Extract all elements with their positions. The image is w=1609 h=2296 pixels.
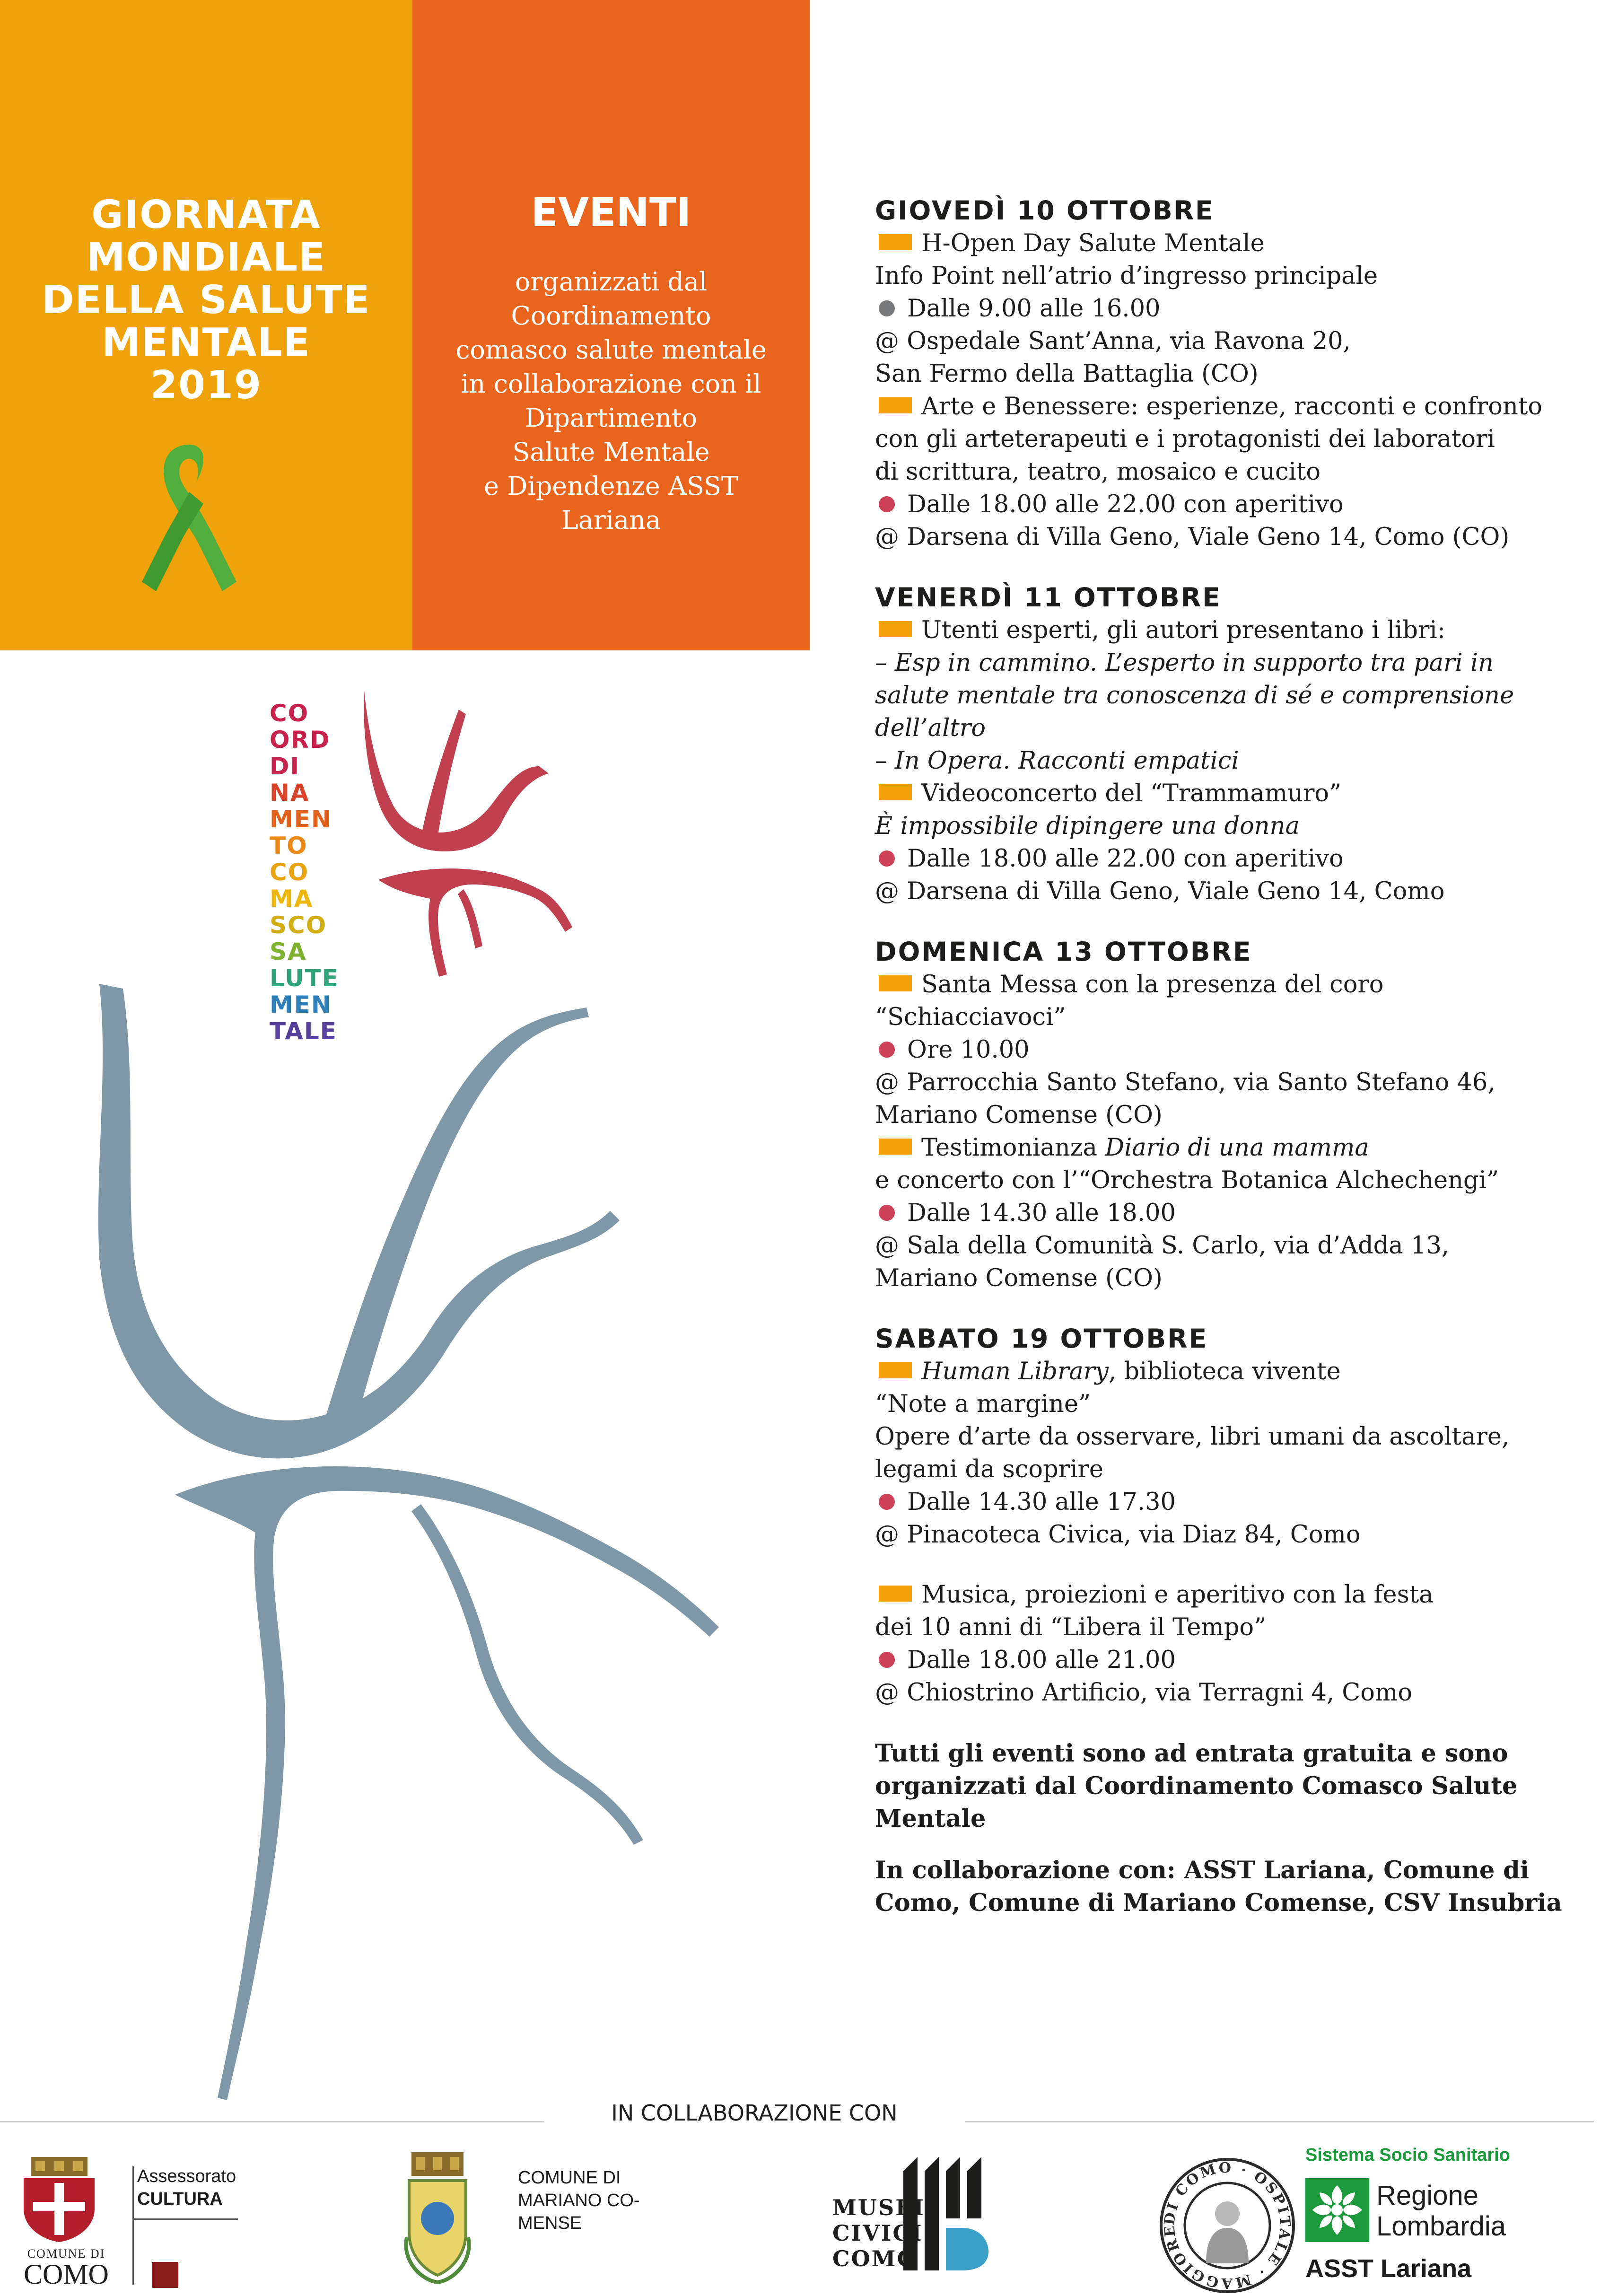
event-text: San Fermo della Battaglia (CO)	[875, 360, 1259, 388]
event-line	[875, 1131, 1575, 1164]
event-text: Ore 10.00	[907, 1036, 1030, 1064]
event-line	[875, 1486, 1575, 1518]
assessorato-text: Assessorato	[137, 2166, 236, 2186]
event-bullet-icon	[879, 234, 912, 250]
event-text: di scrittura, teatro, mosaico e cucito	[875, 458, 1321, 486]
cultura-text: CULTURA	[137, 2189, 223, 2209]
event-text: Mariano Comense (CO)	[875, 1101, 1163, 1129]
event-text: Arte e Benessere: esperienze, racconti e confronto	[921, 393, 1543, 421]
time-bullet-icon	[879, 1494, 895, 1510]
regione-text: Regione	[1376, 2180, 1479, 2211]
day-title: VENERDÌ 11 OTTOBRE	[875, 582, 1222, 613]
event-text: Videoconcerto del “Trammamuro”	[921, 780, 1342, 807]
event-line	[875, 1453, 1575, 1486]
event-text: dell’altro	[875, 714, 986, 742]
spacer	[875, 1551, 1575, 1578]
como-crest-icon	[19, 2157, 99, 2242]
event-prefix: Testimonianza	[921, 1134, 1105, 1162]
event-text: @ Chiostrino Artificio, via Terragni 4, Como	[875, 1679, 1413, 1707]
closing-paragraph	[875, 1737, 1575, 1835]
event-line	[875, 1001, 1575, 1034]
closing-line: In collaborazione con: ASST Lariana, Comune di	[875, 1856, 1530, 1884]
subtitle-line: Coordinamento	[511, 301, 711, 331]
como-red-square	[152, 2262, 178, 2288]
coord-logo-line: MA	[270, 885, 314, 912]
day-section	[875, 581, 1575, 908]
time-bullet-icon	[879, 1652, 895, 1668]
ospitale-ring-text: DI COMO · OSPITALE · MAGGIORE	[1161, 2159, 1294, 2292]
footer-divider	[965, 2121, 1594, 2122]
coord-logo-line: MEN	[270, 991, 332, 1018]
closing-line: Como, Comune di Mariano Comense, CSV Insubria	[875, 1889, 1562, 1917]
event-text: e concerto con l’“Orchestra Botanica Alchechengi”	[875, 1166, 1499, 1194]
event-line	[875, 1676, 1575, 1709]
event-bullet-icon	[879, 1362, 912, 1378]
event-text: Mariano Comense (CO)	[875, 1264, 1163, 1292]
event-line	[875, 1164, 1575, 1197]
event-line	[875, 521, 1575, 553]
day-section	[875, 194, 1575, 553]
day-title: GIOVEDÌ 10 OTTOBRE	[875, 195, 1215, 226]
event-text: “Note a margine”	[875, 1390, 1091, 1418]
closing-line: organizzati dal Coordinamento Comasco Salute	[875, 1772, 1518, 1800]
mariano-crest-icon	[402, 2152, 473, 2285]
subtitle-line: Lariana	[561, 505, 661, 535]
eventi-subtitle	[426, 265, 796, 537]
footer-label: IN COLLABORAZIONE CON	[611, 2100, 898, 2126]
event-text: @ Darsena di Villa Geno, Viale Geno 14, Como (CO)	[875, 523, 1510, 551]
closing-paragraph	[875, 1854, 1575, 1919]
event-line	[875, 488, 1575, 521]
title-line: MONDIALE	[86, 235, 326, 280]
como-name-text: COMO	[23, 2259, 109, 2290]
event-bullet-icon	[879, 784, 912, 800]
event-prefix: –	[875, 649, 895, 677]
day-title: DOMENICA 13 OTTOBRE	[875, 937, 1252, 967]
closing-line: Tutti gli eventi sono ad entrata gratuita e sono	[875, 1739, 1508, 1768]
title-line: DELLA SALUTE	[42, 278, 371, 323]
event-title-italic: Human Library	[921, 1358, 1109, 1385]
mariano-text	[518, 2166, 640, 2235]
event-line	[875, 1262, 1575, 1295]
event-text: In Opera. Racconti empatici	[894, 747, 1239, 775]
time-bullet-icon	[879, 1205, 895, 1221]
event-prefix: –	[875, 747, 895, 775]
subtitle-line: in collaborazione con il	[461, 369, 761, 399]
footer-divider	[0, 2121, 544, 2122]
title-line: 2019	[150, 363, 262, 408]
subtitle-line: Salute Mentale	[512, 437, 710, 467]
event-text: @ Pinacoteca Civica, via Diaz 84, Como	[875, 1521, 1361, 1549]
coord-logo-line: ORD	[270, 726, 331, 754]
event-line	[875, 842, 1575, 875]
day-title: SABATO 19 OTTOBRE	[875, 1323, 1208, 1354]
event-line	[875, 875, 1575, 908]
subtitle-line: organizzati dal	[515, 267, 708, 297]
event-line	[875, 456, 1575, 488]
coordinamento-figure-top	[350, 681, 586, 1022]
event-line	[875, 777, 1575, 810]
musei-line: MUSEI	[832, 2195, 925, 2220]
event-bullet-icon	[879, 975, 912, 991]
mariano-line: MARIANO CO-	[518, 2191, 640, 2210]
regione-lombardia-logo	[1305, 2145, 1570, 2287]
subtitle-line: Dipartimento	[525, 403, 698, 433]
event-text: @ Darsena di Villa Geno, Viale Geno 14, Como	[875, 877, 1445, 905]
event-text: @ Sala della Comunità S. Carlo, via d’Adda 13,	[875, 1232, 1449, 1260]
subtitle-line: e Dipendenze ASST	[484, 471, 738, 501]
event-line	[875, 358, 1575, 390]
musei-civici-logo	[832, 2157, 993, 2294]
musei-text	[832, 2195, 925, 2271]
ospitale-maggiore-logo	[1159, 2157, 1296, 2294]
event-line	[875, 1197, 1575, 1229]
event-text: Diario di una mamma	[1105, 1134, 1369, 1162]
title-line: MENTALE	[102, 320, 311, 365]
time-bullet-icon	[879, 850, 895, 867]
event-text: Dalle 18.00 alle 22.00 con aperitivo	[907, 845, 1344, 873]
event-line	[875, 745, 1575, 777]
event-text: Opere d’arte da osservare, libri umani da ascoltare,	[875, 1423, 1510, 1451]
musei-line: CIVICI	[832, 2220, 923, 2246]
event-line	[875, 260, 1575, 292]
event-line	[875, 423, 1575, 456]
coord-logo-line: MEN	[270, 806, 332, 833]
event-text: Dalle 18.00 alle 21.00	[907, 1646, 1176, 1674]
event-bullet-icon	[879, 397, 912, 413]
como-logo-divider	[132, 2166, 134, 2285]
coord-logo-line: SCO	[270, 911, 327, 939]
event-line	[875, 1355, 1575, 1388]
time-bullet-icon	[879, 496, 895, 512]
lombardia-text: Lombardia	[1376, 2211, 1506, 2242]
day-section	[875, 935, 1575, 1295]
time-bullet-icon	[879, 300, 895, 316]
coord-logo-line: SA	[270, 938, 307, 965]
event-text: Esp in cammino. L’esperto in supporto tra pari in	[894, 649, 1494, 677]
event-bullet-icon	[879, 1139, 912, 1155]
event-line	[875, 679, 1575, 712]
coord-logo-line: TO	[270, 832, 308, 859]
event-text: Dalle 14.30 alle 17.30	[907, 1488, 1176, 1516]
event-line	[875, 1518, 1575, 1551]
event-text: È impossibile dipingere una donna	[875, 812, 1300, 840]
mariano-line: COMUNE DI	[518, 2168, 621, 2188]
event-line	[875, 292, 1575, 325]
green-ribbon-icon	[137, 440, 241, 610]
event-text: Utenti esperti, gli autori presentano i libri:	[921, 616, 1445, 644]
coord-logo-line: NA	[270, 779, 310, 806]
event-line	[875, 227, 1575, 260]
coordinamento-figure-large	[80, 974, 856, 2119]
event-text: Dalle 9.00 alle 16.00	[907, 295, 1161, 323]
event-text: salute mentale tra conoscenza di sé e comprensione	[875, 682, 1514, 710]
event-text: Dalle 18.00 alle 22.00 con aperitivo	[907, 491, 1344, 518]
event-line	[875, 390, 1575, 423]
event-line	[875, 1066, 1575, 1099]
event-line	[875, 1420, 1575, 1453]
asst-lariana-text: ASST Lariana	[1305, 2254, 1472, 2283]
event-text: legami da scoprire	[875, 1455, 1104, 1483]
title-line: GIORNATA	[91, 193, 321, 237]
event-line	[875, 1099, 1575, 1131]
eventi-title: EVENTI	[531, 189, 691, 236]
event-text: , biblioteca vivente	[1108, 1358, 1341, 1385]
event-line	[875, 325, 1575, 358]
event-line	[875, 712, 1575, 745]
event-text: Dalle 14.30 alle 18.00	[907, 1199, 1176, 1227]
event-line	[875, 1644, 1575, 1676]
event-line	[875, 810, 1575, 842]
coord-logo-line: DI	[270, 753, 300, 780]
closing-notes	[875, 1737, 1575, 1919]
event-text: @ Ospedale Sant’Anna, via Ravona 20,	[875, 327, 1351, 355]
como-comune-di-text: COMUNE DI	[27, 2247, 105, 2261]
event-bullet-icon	[879, 621, 912, 637]
event-line	[875, 1388, 1575, 1420]
regione-rose-icon	[1305, 2178, 1369, 2242]
event-text: H-Open Day Salute Mentale	[921, 229, 1265, 257]
schedule-column	[875, 194, 1575, 1938]
como-logo-underline	[134, 2218, 238, 2220]
event-line	[875, 1229, 1575, 1262]
event-text: Musica, proiezioni e aperitivo con la festa	[921, 1581, 1434, 1609]
event-text: Info Point nell’atrio d’ingresso principale	[875, 262, 1378, 290]
mariano-line: MENSE	[518, 2213, 582, 2233]
comune-mariano-logo	[402, 2152, 686, 2289]
coord-logo-line: LUTE	[270, 964, 339, 992]
event-line	[875, 647, 1575, 679]
day-section	[875, 1322, 1575, 1709]
sistema-text: Sistema Socio Sanitario	[1305, 2145, 1510, 2165]
event-line	[875, 1034, 1575, 1066]
event-bullet-icon	[879, 1586, 912, 1602]
musei-line: COMO	[832, 2246, 918, 2271]
subtitle-line: comasco salute mentale	[455, 335, 767, 365]
event-text: “Schiacciavoci”	[875, 1003, 1066, 1031]
coord-logo-line: TALE	[270, 1017, 337, 1045]
event-line	[875, 1611, 1575, 1644]
page-title	[14, 194, 398, 407]
time-bullet-icon	[879, 1042, 895, 1058]
event-text: @ Parrocchia Santo Stefano, via Santo Stefano 46,	[875, 1069, 1495, 1096]
event-line	[875, 1578, 1575, 1611]
comune-como-logo	[19, 2157, 241, 2289]
event-text: dei 10 anni di “Libera il Tempo”	[875, 1613, 1267, 1641]
coord-logo-line: CO	[270, 859, 309, 886]
closing-line: Mentale	[875, 1805, 986, 1833]
event-text: con gli arteterapeuti e i protagonisti dei laboratori	[875, 425, 1495, 453]
event-line	[875, 614, 1575, 647]
event-line	[875, 968, 1575, 1001]
event-text: Santa Messa con la presenza del coro	[921, 971, 1384, 999]
coord-logo-line: CO	[270, 700, 309, 727]
